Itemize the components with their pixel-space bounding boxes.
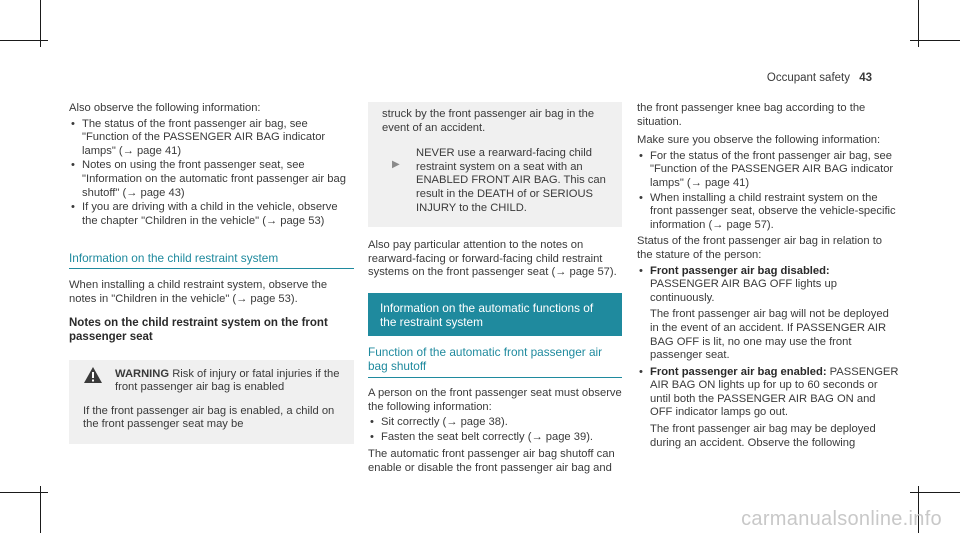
status-text: Status of the front passenger air bag in relation to the stature of the person: — [637, 235, 883, 261]
disabled-text: PASSENGER AIR BAG OFF lights up continuously. — [650, 278, 837, 304]
page-number: 43 — [859, 72, 872, 84]
warning-title — [115, 368, 344, 395]
disabled-label: Front passenger air bag disabled: — [650, 264, 830, 277]
status-list — [637, 366, 899, 420]
warning-triangle-icon — [83, 366, 103, 384]
status-list — [637, 265, 899, 306]
enabled-follow-text: The front passenger air bag may be deployed during an accident. Observe the following — [650, 423, 876, 449]
person-text: A person on the front passenger seat must observe the following information: — [368, 386, 622, 413]
warning-body: If the front passenger air bag is enabled, a child on the front passenger seat may be — [83, 404, 335, 431]
notes-heading: Notes on the child restraint system on the front passenger seat — [69, 316, 328, 343]
section-text: When installing a child restraint system, observe the notes in "Children in the vehicle" (→ page 53). — [69, 279, 328, 305]
list-item: • Notes on using the front passenger seat, see "Information on the automatic front passenger air bag shutoff" (→ page 43) — [69, 159, 354, 200]
list-item: • When installing a child restraint system on the front passenger seat, observe the vehicle-specific information (→ page 57). — [637, 192, 899, 233]
column-left — [69, 102, 354, 444]
info-list — [69, 118, 354, 229]
list-item: • For the status of the front passenger air bag, see "Function of the PASSENGER AIR BAG indicator lamps" (→ page 41) — [637, 150, 899, 191]
make-sure-text: Make sure you observe the following information: — [637, 134, 881, 147]
enabled-label: Front passenger air bag enabled: — [650, 365, 827, 378]
crop-mark — [0, 492, 48, 493]
list-item: • The status of the front passenger air bag, see "Function of the PASSENGER AIR BAG indicator lamps" (→ page 41) — [69, 118, 354, 159]
watermark: carmanualsonline.info — [741, 508, 942, 531]
list-item — [637, 265, 899, 306]
column-right — [637, 102, 899, 452]
crop-mark — [0, 40, 48, 41]
section-banner: Information on the automatic functions of the restraint system — [368, 293, 622, 336]
warning-box — [69, 360, 354, 444]
section-heading: Information on the child restraint system — [69, 251, 354, 269]
enabled-text: PASSENGER AIR BAG ON lights up for up to 60 seconds or until both the PASSENGER AIR BAG ON and OFF indicator lamps go out. — [650, 365, 899, 419]
disabled-follow-text: The front passenger air bag will not be deployed in the event of an accident. If PASSENGER AIR BAG OFF is lit, no one may use the front passenger seat. — [650, 308, 889, 362]
page-header — [767, 72, 872, 86]
never-text: NEVER use a rearward-facing child restraint system on a seat with an ENABLED FRONT AIR BAG. This can result in the DEATH of or SERIOUS INJURY to the CHILD. — [416, 147, 606, 214]
column-middle — [368, 102, 622, 478]
warning-title-text: Risk of injury or fatal injuries if the front passenger air bag is enabled — [115, 367, 340, 394]
person-list — [368, 416, 622, 444]
list-item: • Fasten the seat belt correctly (→ page 39). — [368, 431, 622, 445]
list-item: • Sit correctly (→ page 38). — [368, 416, 622, 430]
warning-label: WARNING — [115, 367, 170, 380]
list-item — [637, 366, 899, 420]
continued-text: the front passenger knee bag according to the situation. — [637, 102, 866, 128]
crop-mark — [40, 486, 41, 533]
intro-text: Also observe the following information: — [69, 102, 261, 114]
attention-text: Also pay particular attention to the notes on rearward-facing or forward-facing child restraint systems on the front passenger seat (→ page 57). — [368, 239, 617, 279]
warning-continued-text: struck by the front passenger air bag in the event of an accident. — [382, 108, 595, 134]
crop-mark — [910, 40, 960, 41]
warning-box-continued — [368, 102, 622, 227]
play-arrow-icon: ▶ — [392, 159, 400, 171]
list-item: • If you are driving with a child in the vehicle, observe the chapter "Children in the vehicle" (→ page 53) — [69, 201, 354, 228]
enable-text: The automatic front passenger air bag shutoff can enable or disable the front passenger air bag and — [368, 448, 615, 474]
observe-list — [637, 150, 899, 233]
crop-mark — [910, 492, 960, 493]
subsection-heading: Function of the automatic front passenger air bag shutoff — [368, 345, 622, 378]
page-header-title: Occupant safety — [766, 72, 850, 84]
